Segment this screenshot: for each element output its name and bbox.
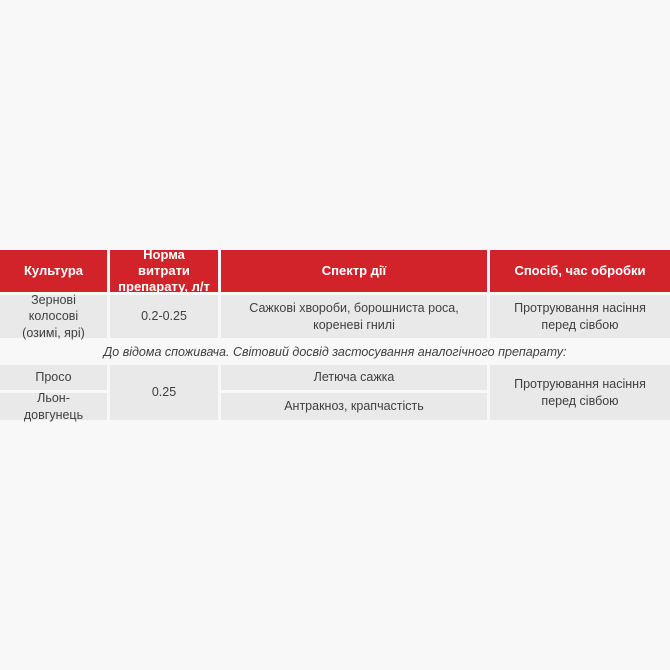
row2-culture-cell: Просо [0,365,107,390]
header-cell-spectrum: Спектр дії [221,250,487,292]
header-cell-rate: Норма витрати препарату, л/т [110,250,218,292]
header-cell-culture: Культура [0,250,107,292]
row1-rate-cell: 0.2-0.25 [110,295,218,338]
row3-culture-cell: Льон-довгунець [0,393,107,420]
row1-spectrum-cell: Сажкові хвороби, борошниста роса, кореневі гнилі [221,295,487,338]
row1-culture-cell: Зернові колосові (озимі, ярі) [0,295,107,338]
rows2-3-method-cell: Протруювання насіння перед сівбою [490,365,670,420]
header-cell-method: Спосіб, час обробки [490,250,670,292]
row2-spectrum-cell: Летюча сажка [221,365,487,390]
consumer-note: До відома споживача. Світовий досвід застосування аналогічного препарату: [103,344,567,359]
pesticide-application-table [0,246,670,422]
row1-method-cell: Протруювання насіння перед сівбою [490,295,670,338]
rows2-3-rate-cell: 0.25 [110,365,218,420]
row3-spectrum-cell: Антракноз, крапчастість [221,393,487,420]
